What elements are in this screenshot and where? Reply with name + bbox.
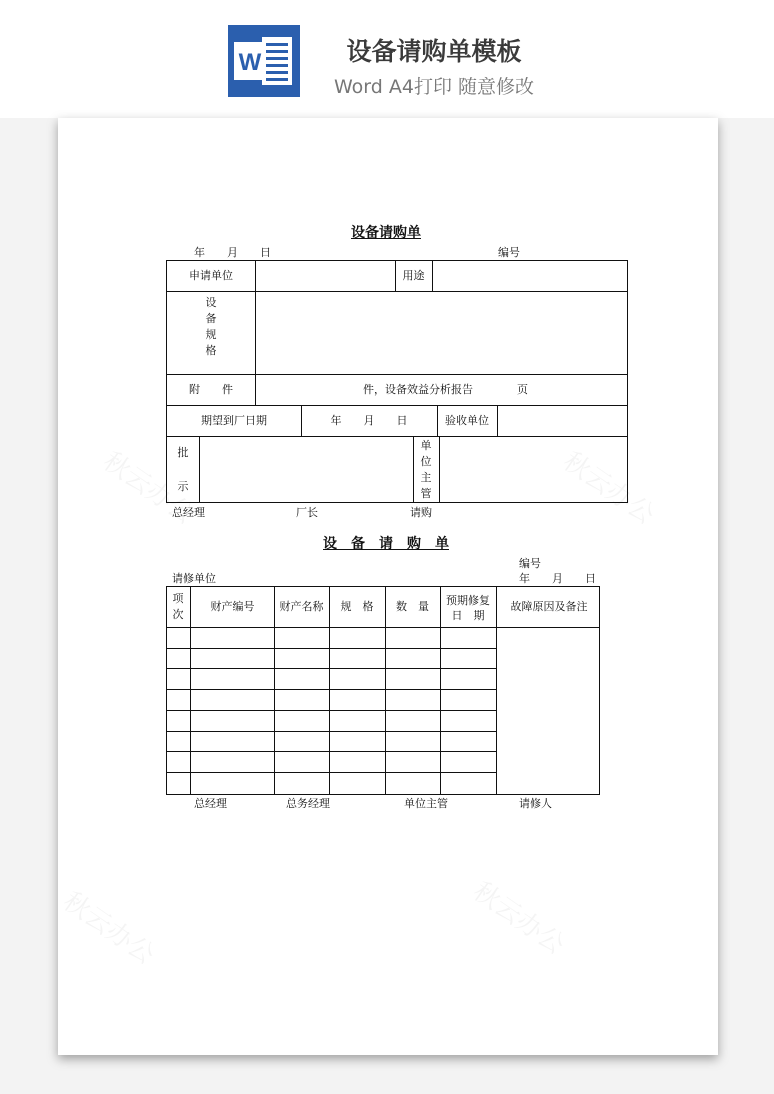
form1-date-line: 年 月 日: [194, 246, 271, 259]
row-divider: [167, 689, 496, 690]
form1-number-label: 编号: [498, 246, 520, 259]
template-title: 设备请购单模板: [346, 37, 522, 66]
spec-field[interactable]: [256, 293, 626, 372]
template-header: [0, 0, 774, 118]
col-header-item-no: 项次: [172, 592, 184, 621]
form2-sign-repairer: 请修人: [519, 797, 552, 810]
purpose-field[interactable]: [433, 263, 625, 289]
row-divider: [167, 751, 496, 752]
svg-text:W: W: [238, 49, 262, 76]
form2-repair-unit-label: 请修单位: [172, 572, 216, 585]
row-divider: [167, 710, 496, 711]
acceptance-unit-field[interactable]: [498, 407, 626, 434]
form1-sign-requester: 请购: [410, 506, 432, 519]
row-divider: [167, 648, 496, 649]
spec-label: 设备规格: [205, 296, 217, 357]
form2-sign-general-manager: 总经理: [194, 797, 227, 810]
col-header-asset-name: 财产名称: [279, 600, 324, 613]
unit-head-label: 单位主管: [420, 439, 432, 500]
row-divider: [167, 731, 496, 732]
watermark: [467, 872, 573, 962]
approval-label-1: 批: [177, 446, 189, 459]
approval-label-2: 示: [177, 480, 189, 493]
applicant-unit-field[interactable]: [256, 263, 393, 289]
form2-title: 设 备 请 购 单: [323, 536, 449, 552]
row-divider: [167, 772, 496, 773]
document-page: [58, 118, 718, 1055]
form1-title: 设备请购单: [351, 225, 421, 241]
row-divider: [167, 668, 496, 669]
col-header-spec: 规 格: [340, 600, 374, 613]
form2-date-line: 年 月 日: [519, 572, 596, 585]
attachment-label: 附 件: [189, 383, 233, 396]
approval-field[interactable]: [200, 438, 412, 500]
col-header-asset-no: 财产编号: [210, 600, 255, 613]
expected-date-value: 年 月 日: [330, 414, 408, 427]
form2-sign-unit-head: 单位主管: [404, 797, 448, 810]
form2-sign-affairs-manager: 总务经理: [286, 797, 330, 810]
form1-sign-general-manager: 总经理: [172, 506, 205, 519]
expected-date-label: 期望到厂日期: [201, 414, 267, 427]
form2-table: [166, 586, 600, 795]
col-header-expected-repair-date: 预期修复日 期: [446, 594, 490, 622]
form1-table: [166, 260, 628, 503]
form1-sign-factory-director: 厂长: [296, 506, 318, 519]
purpose-label: 用途: [402, 269, 425, 282]
unit-head-field[interactable]: [440, 438, 626, 500]
watermark: [57, 882, 163, 972]
applicant-unit-label: 申请单位: [189, 269, 233, 282]
word-document-icon: [228, 25, 300, 97]
attachment-text: 件，设备效益分析报告 页: [363, 383, 528, 396]
form2-number-label: 编号: [519, 557, 541, 570]
template-subtitle: Word A4打印 随意修改: [333, 76, 534, 98]
col-header-quantity: 数 量: [396, 600, 429, 613]
col-header-fault-remarks: 故障原因及备注: [510, 600, 588, 613]
acceptance-unit-label: 验收单位: [445, 414, 489, 427]
